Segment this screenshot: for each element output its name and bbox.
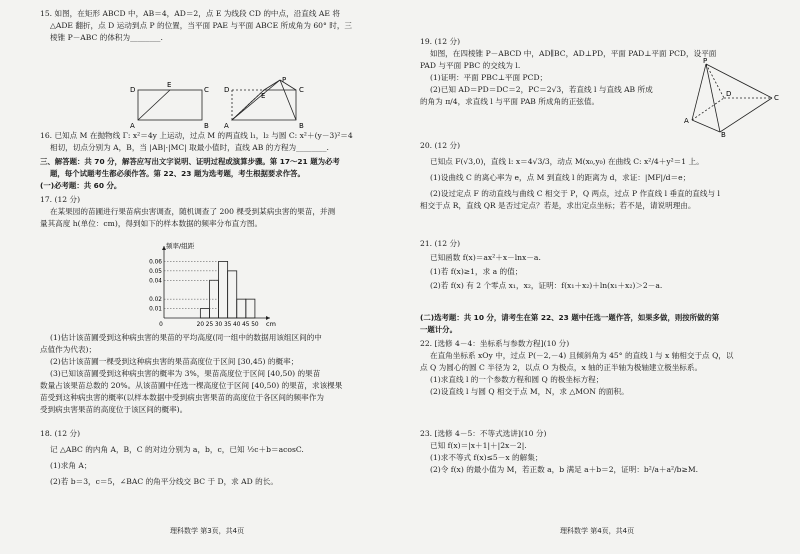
right-page-footer: 理科数学 第4页，共4页 xyxy=(560,527,635,535)
rectangle-abcd xyxy=(138,90,202,120)
y-tick-label: 0.05 xyxy=(149,268,162,275)
q21-line: (2)若 f(x) 有 2 个零点 x₁，x₂，证明：f(x₁＋x₂)＋ln(x₁＋x₂)＞2－a. xyxy=(430,281,663,290)
x-axis-label: cm xyxy=(266,320,276,328)
x-tick-label: 20 xyxy=(196,322,205,328)
q22-line: 在直角坐标系 xOy 中，过点 P(－2,－4) 且倾斜角为 45° 的直线 l 与 x 轴相交于点 Q，以 xyxy=(430,351,734,360)
label-d2: D xyxy=(224,86,230,94)
q15-line: △ADE 翻折，点 D 运动到点 P 的位置，当平面 PAE 与平面 ABCE 所成角为 60° 时，三 xyxy=(50,21,353,30)
edge-pd xyxy=(706,64,724,98)
q19-line: 如图，在四棱锥 P－ABCD 中，AD∥BC，AD⊥PD，平面 PAD⊥平面 PCD，设平面 xyxy=(430,49,717,58)
label-p: P xyxy=(282,76,287,84)
q22-line: (1)求直线 l 的一个参数方程和圆 Q 的极坐标方程； xyxy=(430,375,604,384)
x-tick-label: 25 xyxy=(205,322,214,328)
q22-number: 22. [选修 4－4：坐标系与参数方程](10 分) xyxy=(420,339,570,348)
edge-pc xyxy=(706,64,772,98)
q18-line: 记 △ABC 的内角 A，B，C 的对边分别为 a，b，c，已知 ½c＋b＝acosC. xyxy=(50,445,304,454)
section-3b-line: 一题计分。 xyxy=(420,325,457,334)
label-a: A xyxy=(130,122,135,130)
q17-part-line: (3)已知该苗圃受到这种病虫害的概率为 3%，果苗高度位于区间 [40,50) 的果苗 xyxy=(50,369,321,378)
label-d: D xyxy=(130,86,136,94)
question-15 xyxy=(40,8,352,44)
q17-part-line: (2)估计该苗圃一棵受到这种病虫害的果苗高度位于区间 [30,45) 的概率； xyxy=(50,357,299,366)
label-b: B xyxy=(721,131,726,138)
edge-ab xyxy=(692,120,720,132)
q23-line: (1)求不等式 f(x)≤5－x 的解集； xyxy=(430,453,543,462)
question-19 xyxy=(420,36,716,108)
label-c: C xyxy=(204,86,209,94)
label-e2: E xyxy=(261,92,266,100)
edge-pb xyxy=(706,64,720,132)
question-17-parts xyxy=(40,332,342,416)
x-tick-label: 45 xyxy=(242,322,250,328)
label-c2: C xyxy=(299,86,304,94)
x-tick-label: 0 xyxy=(159,322,163,328)
q21-number: 21. (12 分) xyxy=(420,239,461,248)
q18-number: 18. (12 分) xyxy=(40,429,81,438)
q15-figure xyxy=(120,76,320,132)
label-p: P xyxy=(703,58,708,65)
q21-line: 已知函数 f(x)＝ax²＋x－lnx－a. xyxy=(430,253,541,262)
left-page-footer: 理科数学 第3页，共4页 xyxy=(170,527,245,535)
y-tick-label: 0.01 xyxy=(149,306,162,313)
q17-number: 17. (12 分) xyxy=(40,195,81,204)
x-tick-label: 50 xyxy=(251,322,259,328)
section-3-line: 题，每个试题考生都必须作答。第 22、23 题为选考题，考生根据要求作答。 xyxy=(50,169,305,178)
section-3b-heading xyxy=(420,312,719,336)
x-tick-label: 30 xyxy=(214,322,223,328)
label-c: C xyxy=(774,94,779,102)
segment-ae xyxy=(138,90,170,120)
q17-part-line: 受到病虫害果苗的高度位于该区间的概率)。 xyxy=(40,405,188,414)
section-3-line: 三、解答题：共 70 分，解答应写出文字说明、证明过程或演算步骤。第 17～21 题为必考 xyxy=(40,157,340,166)
q16-line: 16. 已知点 M 在抛物线 Γ: x²＝4y 上运动，过点 M 的两直线 l₁，l₂ 与圆 C: x²＋(y－3)²＝4 xyxy=(40,131,353,140)
histogram-bar xyxy=(237,299,246,318)
q18-line: (2)若 b＝3，c＝5，∠BAC 的角平分线交 BC 于 D，求 AD 的长。 xyxy=(50,477,278,486)
q19-line: PAD 与平面 PBC 的交线为 l. xyxy=(420,61,521,70)
segment-pa xyxy=(232,80,280,120)
y-axis-label: 频率/组距 xyxy=(166,242,195,250)
label-b: B xyxy=(204,122,209,130)
q23-line: (2)令 f(x) 的最小值为 M，若正数 a，b 满足 a＋b＝2，证明：b²/a＋a²/b≥M. xyxy=(430,465,699,474)
question-23 xyxy=(420,428,698,476)
q20-line: 已知点 F(√3,0)，直线 l: x＝4√3/3，动点 M(x₀,y₀) 在曲线 C: x²/4＋y²＝1 上。 xyxy=(430,157,704,166)
q17-part-line: 点值作为代表)； xyxy=(40,345,97,354)
label-a: A xyxy=(684,117,689,125)
y-tick-label: 0.02 xyxy=(149,297,162,304)
q22-line: 点 Q 为圆心的圆 C 半径为 2，以点 O 为极点，x 轴的正半轴为极轴建立极坐标系。 xyxy=(420,363,703,372)
label-a2: A xyxy=(224,122,229,130)
segment-pe xyxy=(264,80,280,90)
q20-line: (2)设过定点 F 的动直线与曲线 C 相交于 P，Q 两点，过点 P 作直线 l 垂直的直线与 l xyxy=(430,189,720,198)
q19-line: 的角为 π/4，求直线 l 与平面 PAB 所成角的正弦值。 xyxy=(420,97,600,106)
q20-line: 相交于点 R，直线 QR 是否过定点？若是，求出定点坐标；若不是，请说明理由。 xyxy=(420,201,696,210)
histogram-bar xyxy=(246,299,255,318)
q22-line: (2)设直线 l 与圆 Q 相交于点 M，N，求 △MON 的面积。 xyxy=(430,387,629,396)
q19-pyramid-figure xyxy=(676,58,786,138)
q17-line: 在某果园的苗圃进行果苗病虫害调查，随机调查了 200 棵受到某病虫害的果苗，并测 xyxy=(50,207,336,216)
q17-line: 量其高度 h(单位：cm)，得到如下的样本数据的频率分布直方图。 xyxy=(40,219,263,228)
question-17 xyxy=(40,194,335,230)
question-16 xyxy=(40,130,353,154)
question-18 xyxy=(40,428,304,488)
q17-part-line: 数量占该果苗总数的 20%。从该苗圃中任选一棵高度位于区间 [40,50) 的果苗，求该棵果 xyxy=(40,381,343,390)
q15-figure-left xyxy=(138,90,202,120)
edge-pa xyxy=(692,64,706,120)
section-3b-line: (二)选考题：共 10 分，请考生在第 22、23 题中任选一题作答，如果多做，则按所做的第 xyxy=(420,313,720,322)
question-22 xyxy=(420,338,733,398)
question-21 xyxy=(420,238,662,292)
histogram-bar xyxy=(209,280,218,318)
y-tick-label: 0.06 xyxy=(149,259,162,266)
section-3a: (一)必考题：共 60 分。 xyxy=(40,181,122,190)
q15-figure-right xyxy=(232,80,296,120)
label-d: D xyxy=(726,90,732,98)
segment-pb xyxy=(280,80,296,120)
histogram-bar xyxy=(200,309,209,318)
label-e: E xyxy=(167,81,172,89)
edge-bc xyxy=(720,98,772,132)
histogram-bar xyxy=(219,261,228,318)
q20-number: 20. (12 分) xyxy=(420,141,461,150)
q19-line: (2)已知 AD＝PD＝DC＝2，PC＝2√3，若直线 l 与直线 AB 所成 xyxy=(430,85,653,94)
q19-number: 19. (12 分) xyxy=(420,37,461,46)
q21-line: (1)若 f(x)≥1，求 a 的值； xyxy=(430,267,523,276)
x-tick-label: 35 xyxy=(223,322,232,328)
x-tick-label: 40 xyxy=(233,322,241,328)
right-page xyxy=(400,0,800,554)
q15-line: 棱锥 P－ABC 的体积为________. xyxy=(50,33,163,42)
q17-part-line: 苗受到这种病虫害的概率(以样本数据中受到病虫害果苗的高度位于各区间的频率作为 xyxy=(40,393,324,402)
q23-line: 已知 f(x)＝|x＋1|＋|2x－2|. xyxy=(430,441,527,450)
label-b2: B xyxy=(299,122,304,130)
q19-line: (1)证明：平面 PBC⊥平面 PCD； xyxy=(430,73,548,82)
question-20 xyxy=(420,140,720,212)
histogram-bar xyxy=(228,271,237,318)
q23-number: 23. [选修 4－5：不等式选讲](10 分) xyxy=(420,429,547,438)
q16-line: 相切，切点分别为 A，B，当 |AB|·|MC| 取最小值时，直线 AB 的方程为________. xyxy=(50,143,329,152)
section-3-heading xyxy=(40,156,340,192)
q15-line: 15. 如图，在矩形 ABCD 中，AB＝4，AD＝2，点 E 为线段 CD 的中点，沿直线 AE 将 xyxy=(40,9,340,18)
q20-line: (1)设曲线 C 的离心率为 e，点 M 到直线 l 的距离为 d，求证：|MF|/d＝e； xyxy=(430,173,691,182)
q17-part-line: (1)估计该苗圃受到这种病虫害的果苗的平均高度(同一组中的数据用该组区间的中 xyxy=(50,333,322,342)
q18-line: (1)求角 A； xyxy=(50,461,92,470)
histogram xyxy=(142,240,282,332)
y-tick-label: 0.04 xyxy=(149,278,162,285)
